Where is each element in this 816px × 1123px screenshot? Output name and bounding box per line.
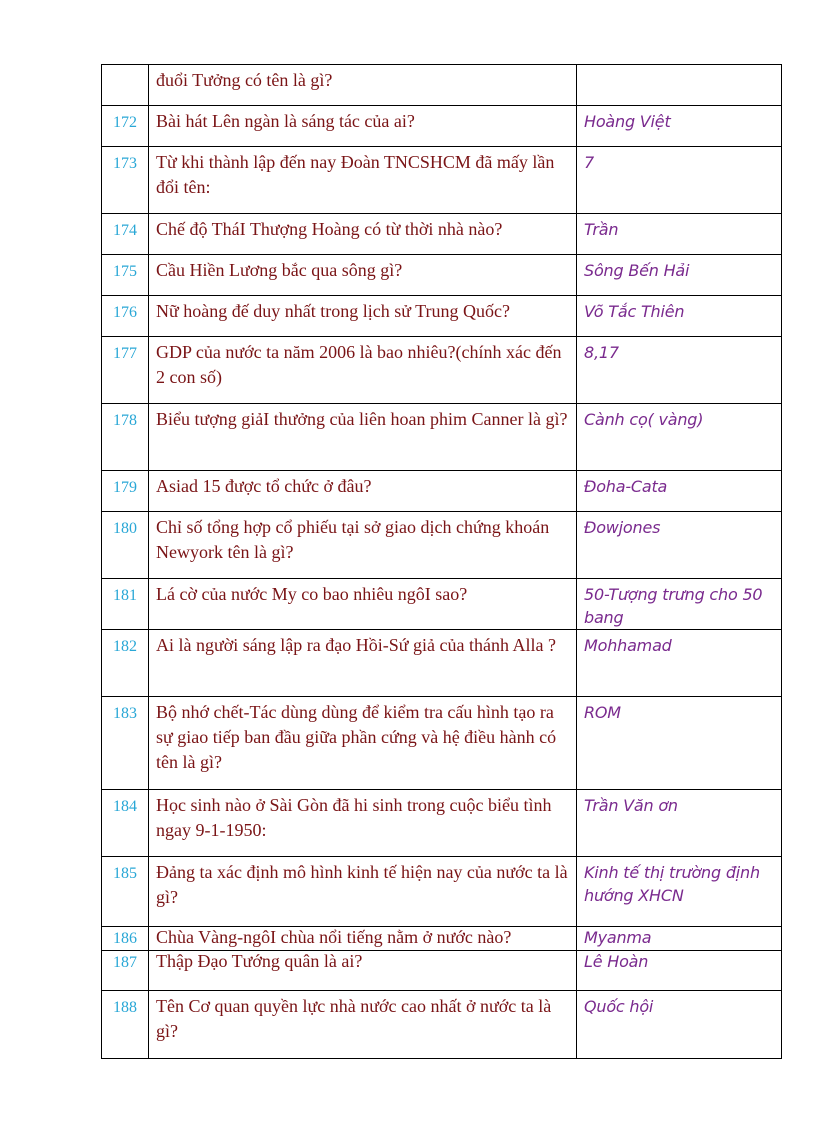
row-number: 180	[102, 512, 149, 579]
answer-text: Quốc hội	[577, 991, 782, 1059]
table-row	[102, 697, 782, 790]
row-number: 176	[102, 296, 149, 337]
question-text: Thập Đạo Tướng quân là ai?	[149, 951, 577, 991]
table-row	[102, 512, 782, 579]
row-number: 173	[102, 147, 149, 214]
answer-text: Đowjones	[577, 512, 782, 579]
answer-text: Đoha-Cata	[577, 471, 782, 512]
table-row	[102, 579, 782, 630]
table-row	[102, 404, 782, 471]
table-row	[102, 790, 782, 857]
table-row	[102, 471, 782, 512]
answer-text: 8,17	[577, 337, 782, 404]
answer-text: Trần Văn ơn	[577, 790, 782, 857]
table-row	[102, 65, 782, 106]
table-row	[102, 214, 782, 255]
row-number: 187	[102, 951, 149, 991]
question-text: Từ khi thành lập đến nay Đoàn TNCSHCM đã mấy lần đổi tên:	[149, 147, 577, 214]
question-text: Bộ nhớ chết-Tác dùng dùng để kiểm tra cấu hình tạo ra sự giao tiếp ban đầu giữa phần cứng và hệ điều hành có tên là gì?	[149, 697, 577, 790]
row-number: 177	[102, 337, 149, 404]
table-row	[102, 857, 782, 927]
answer-text: Lê Hoàn	[577, 951, 782, 991]
table-row	[102, 991, 782, 1059]
row-number: 188	[102, 991, 149, 1059]
answer-text: Sông Bến Hải	[577, 255, 782, 296]
row-number: 179	[102, 471, 149, 512]
question-text: Chế độ TháI Thượng Hoàng có từ thời nhà nào?	[149, 214, 577, 255]
answer-text: 50-Tượng trưng cho 50 bang	[577, 579, 782, 630]
table-row	[102, 147, 782, 214]
question-text: Học sinh nào ở Sài Gòn đã hi sinh trong cuộc biểu tình ngay 9-1-1950:	[149, 790, 577, 857]
question-text: GDP của nước ta năm 2006 là bao nhiêu?(chính xác đến 2 con số)	[149, 337, 577, 404]
question-text: Tên Cơ quan quyền lực nhà nước cao nhất ở nước ta là gì?	[149, 991, 577, 1059]
question-text: Lá cờ của nước My co bao nhiêu ngôI sao?	[149, 579, 577, 630]
answer-text: ROM	[577, 697, 782, 790]
table-row	[102, 296, 782, 337]
row-number: 182	[102, 630, 149, 697]
table-row	[102, 106, 782, 147]
row-number: 181	[102, 579, 149, 630]
question-text: Biểu tượng giảI thưởng của liên hoan phim Canner là gì?	[149, 404, 577, 471]
question-text: Chỉ số tổng hợp cổ phiếu tại sở giao dịch chứng khoán Newyork tên là gì?	[149, 512, 577, 579]
row-number: 174	[102, 214, 149, 255]
question-text: Nữ hoàng đế duy nhất trong lịch sử Trung Quốc?	[149, 296, 577, 337]
row-number: 175	[102, 255, 149, 296]
question-text: Đảng ta xác định mô hình kinh tế hiện nay của nước ta là gì?	[149, 857, 577, 927]
row-number: 178	[102, 404, 149, 471]
answer-text: Hoàng Việt	[577, 106, 782, 147]
table-row	[102, 927, 782, 951]
table-row	[102, 255, 782, 296]
row-number: 185	[102, 857, 149, 927]
answer-text: Myanma	[577, 927, 782, 951]
row-number: 172	[102, 106, 149, 147]
quiz-table	[101, 64, 782, 1059]
question-text: Asiad 15 được tổ chức ở đâu?	[149, 471, 577, 512]
table-row	[102, 951, 782, 991]
row-number: 186	[102, 927, 149, 951]
row-number: 183	[102, 697, 149, 790]
answer-text	[577, 65, 782, 106]
answer-text: Kinh tế thị trường định hướng XHCN	[577, 857, 782, 927]
row-number	[102, 65, 149, 106]
answer-text: Võ Tắc Thiên	[577, 296, 782, 337]
answer-text: Mohhamad	[577, 630, 782, 697]
table-row	[102, 630, 782, 697]
question-text: Ai là người sáng lập ra đạo Hồi-Sứ giả của thánh Alla ?	[149, 630, 577, 697]
answer-text: Trần	[577, 214, 782, 255]
question-text: Cầu Hiền Lương bắc qua sông gì?	[149, 255, 577, 296]
question-text: Bài hát Lên ngàn là sáng tác của ai?	[149, 106, 577, 147]
row-number: 184	[102, 790, 149, 857]
table-row	[102, 337, 782, 404]
answer-text: Cành cọ( vàng)	[577, 404, 782, 471]
question-text: Chùa Vàng-ngôI chùa nổi tiếng nằm ở nước nào?	[149, 927, 577, 951]
question-text: đuổi Tưởng có tên là gì?	[149, 65, 577, 106]
answer-text: 7	[577, 147, 782, 214]
